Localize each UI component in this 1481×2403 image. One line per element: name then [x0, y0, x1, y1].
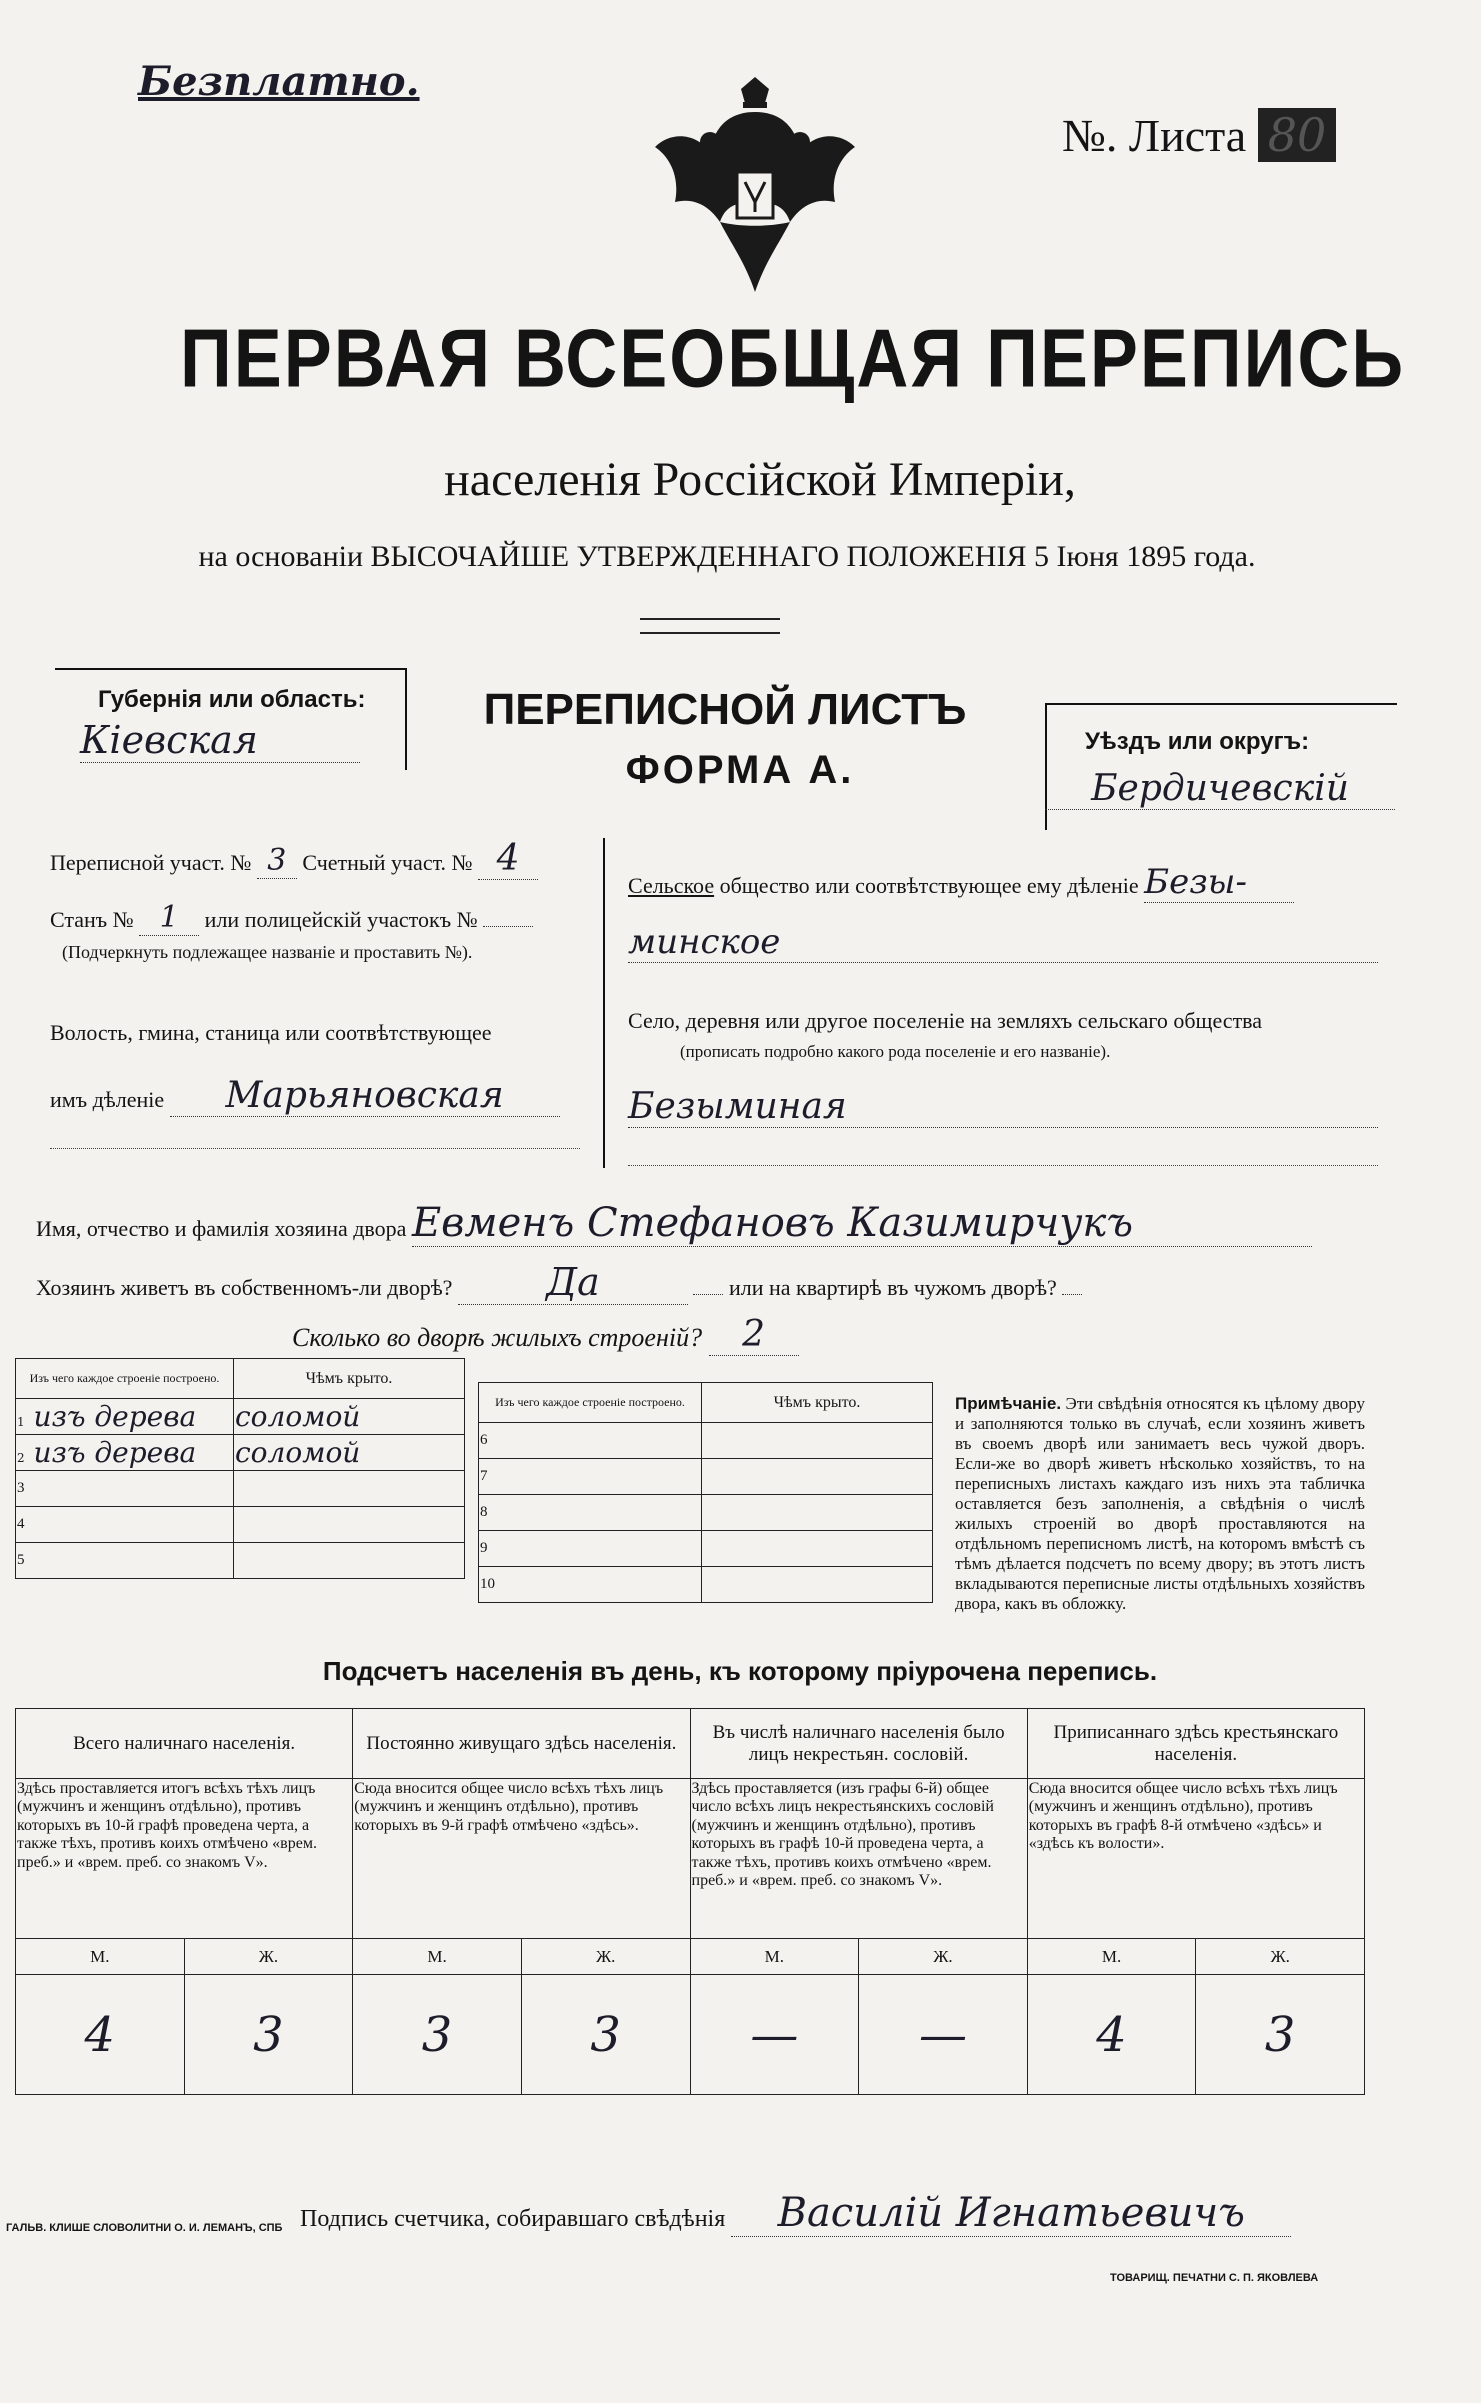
- stan-label: Станъ №: [50, 907, 134, 932]
- non-peasant-m-value: —: [690, 1975, 859, 2095]
- permanent-m-value: 3: [353, 1975, 522, 2095]
- owner-name-value: Евменъ Стефановъ Казимирчукъ: [412, 1200, 1312, 1247]
- peasant-f-value: 3: [1196, 1975, 1365, 2095]
- printer-right: ТОВАРИЩ. ПЕЧАТНИ С. П. ЯКОВЛЕВА: [1110, 2272, 1319, 2284]
- col-non-peasant-desc: Здѣсь проставляется (изъ графы 6-й) общее число всѣхъ лицъ некрестьянскихъ сословій (мужчинъ и женщинъ отдѣльно), противъ которыхъ въ графѣ 10-й проведена черта, а также тѣхъ, противъ коихъ отмѣчено «врем. преб.» и «врем. преб. со знакомъ V».: [690, 1779, 1027, 1939]
- district-box: [1045, 703, 1397, 830]
- imperial-eagle-emblem-icon: [640, 72, 870, 302]
- population-sex-row: [16, 1939, 1365, 1975]
- roof-value: соломой: [234, 1399, 465, 1435]
- form-label: ФОРМА А.: [625, 748, 855, 792]
- table-row: 6: [479, 1423, 933, 1459]
- volost-value: Марьяновская: [170, 1075, 560, 1117]
- col-roof-header: Чѣмъ крыто.: [234, 1359, 465, 1399]
- population-title: Подсчетъ населенія въ день, къ которому пріурочена перепись.: [322, 1656, 1158, 1686]
- m-label: М.: [353, 1939, 522, 1975]
- rented-label: или на квартирѣ въ чужомъ дворѣ?: [728, 1275, 1057, 1300]
- table-row: 2 изъ дерева соломой: [16, 1435, 465, 1471]
- census-district-label: Переписной участ. №: [50, 850, 252, 875]
- sheet-number: [1062, 108, 1336, 162]
- owner-name-label: Имя, отчество и фамилія хозяина двора: [36, 1216, 407, 1241]
- own-yard-value: Да: [458, 1260, 688, 1305]
- province-label: Губернія или область:: [98, 686, 366, 713]
- counting-district-value: 4: [478, 838, 538, 880]
- counting-district-label: Счетный участ. №: [302, 850, 473, 875]
- table-row: 7: [479, 1459, 933, 1495]
- society-label-underlined: Сельское: [628, 873, 715, 898]
- population-table: [15, 1708, 1365, 2095]
- population-desc-row: [16, 1779, 1365, 1939]
- permanent-f-value: 3: [521, 1975, 690, 2095]
- col-roof-header-right: Чѣмъ крыто.: [702, 1383, 933, 1423]
- buildings-value: 2: [709, 1314, 799, 1356]
- census-district-row: [50, 838, 538, 880]
- col-peasant-header: Приписаннаго здѣсь крестьянскаго населенія.: [1027, 1709, 1364, 1779]
- note-title: Примѣчаніе.: [955, 1394, 1062, 1413]
- society-row: [628, 862, 1294, 903]
- col-total-header: Всего наличнаго населенія.: [16, 1709, 353, 1779]
- form-title: ПЕРЕПИСНОЙ ЛИСТЪ: [483, 685, 967, 734]
- census-district-value: 3: [257, 843, 297, 879]
- table-row: 3: [16, 1471, 465, 1507]
- printer-left: ГАЛЬВ. КЛИШЕ СЛОВОЛИТНИ О. И. ЛЕМАНЪ, СПБ: [6, 2222, 283, 2234]
- f-label: Ж.: [859, 1939, 1028, 1975]
- material-value: изъ дерева: [33, 1436, 197, 1469]
- material-value: изъ дерева: [33, 1400, 197, 1433]
- roof-value: соломой: [234, 1435, 465, 1471]
- note-block: [955, 1394, 1365, 1615]
- volost-blank-line: [50, 1148, 580, 1149]
- table-row: 9: [479, 1531, 933, 1567]
- signature-value: Василій Игнатьевичъ: [731, 2190, 1291, 2237]
- volost-label: Волость, гмина, станица или соотвѣтствующее: [50, 1020, 492, 1045]
- f-label: Ж.: [184, 1939, 353, 1975]
- society-label: общество или соотвѣтствующее ему дѣленіе: [719, 873, 1139, 898]
- col-permanent-header: Постоянно живущаго здѣсь населенія.: [353, 1709, 690, 1779]
- district-label: Уѣздъ или округъ:: [1085, 728, 1310, 755]
- table-row: 8: [479, 1495, 933, 1531]
- page-subtitle: населенія Россійской Имперіи,: [444, 453, 1076, 506]
- village-value: Безыминая: [628, 1086, 1378, 1128]
- m-label: М.: [16, 1939, 185, 1975]
- own-yard-label: Хозяинъ живетъ въ собственномъ-ли дворѣ?: [36, 1275, 453, 1300]
- col-non-peasant-header: Въ числѣ наличнаго населенія было лицъ некрестьян. сословій.: [690, 1709, 1027, 1779]
- col-material-header: Изъ чего каждое строеніе построено.: [16, 1359, 234, 1399]
- police-label: или полицейскій участокъ №: [204, 907, 478, 932]
- sheet-number-label: №. Листа: [1062, 110, 1247, 161]
- population-values-row: [16, 1975, 1365, 2095]
- signature-label: Подпись счетчика, собиравшаго свѣдѣнія: [300, 2206, 726, 2232]
- table-row: 10: [479, 1567, 933, 1603]
- col-total-desc: Здѣсь проставляется итогъ всѣхъ тѣхъ лицъ (мужчинъ и женщинъ отдѣльно), противъ которыхъ въ 10-й графѣ проведена черта, а также тѣхъ, противъ коихъ отмѣчено «врем. преб.» и «врем. преб. со знакомъ V».: [16, 1779, 353, 1939]
- police-value: [483, 926, 533, 927]
- buildings-table-right: [478, 1382, 933, 1603]
- province-value: Кіевская: [80, 718, 360, 763]
- volost-row: [50, 1075, 560, 1117]
- buildings-row: [292, 1314, 799, 1356]
- sheet-number-value: 80: [1258, 108, 1337, 162]
- society-value-1: Безы-: [1144, 862, 1294, 903]
- owner-name-row: [36, 1200, 1312, 1247]
- col-permanent-desc: Сюда вносится общее число всѣхъ тѣхъ лицъ (мужчинъ и женщинъ отдѣльно), противъ которыхъ въ 9-й графѣ отмѣчено «здѣсь».: [353, 1779, 690, 1939]
- table-row: 4: [16, 1507, 465, 1543]
- stan-value: 1: [139, 900, 199, 936]
- society-value-2: минское: [628, 922, 1378, 963]
- f-label: Ж.: [1196, 1939, 1365, 1975]
- total-m-value: 4: [16, 1975, 185, 2095]
- table-row: 1 изъ дерева соломой: [16, 1399, 465, 1435]
- buildings-table-left: [15, 1358, 465, 1579]
- population-header-row: [16, 1709, 1365, 1779]
- non-peasant-f-value: —: [859, 1975, 1028, 2095]
- column-divider: [603, 838, 605, 1168]
- f-label: Ж.: [521, 1939, 690, 1975]
- underline-note: (Подчеркнуть подлежащее названіе и проставить №).: [62, 942, 473, 962]
- basis-line: на основаніи ВЫСОЧАЙШЕ УТВЕРЖДЕННАГО ПОЛОЖЕНІЯ 5 Іюня 1895 года.: [198, 540, 1256, 573]
- m-label: М.: [1027, 1939, 1196, 1975]
- note-text: Эти свѣдѣнія относятся къ цѣлому двору и заполняются только въ случаѣ, если хозяинъ живетъ въ своемъ дворѣ или занимаетъ весь чужой дворъ. Если-же во дворѣ живетъ нѣсколько хозяйствъ, то на переписныхъ листахъ каждаго изъ нихъ эта табличка оставляется безъ заполненія, а свѣдѣнія о числѣ жилыхъ строеній во дворѣ проставляются на отдѣльномъ переписномъ листѣ, на которомъ вмѣстѣ съ тѣмъ дѣлается подсчетъ по всему двору; въ этотъ листъ вкладываются переписные листы отдѣльныхъ хозяйствъ двора, какъ въ обложку.: [955, 1394, 1365, 1614]
- m-label: М.: [690, 1939, 859, 1975]
- stan-row: [50, 900, 533, 936]
- ornament-divider: [640, 618, 780, 634]
- village-note: (прописать подробно какого рода поселеніе и его названіе).: [680, 1042, 1111, 1061]
- col-peasant-desc: Сюда вносится общее число всѣхъ тѣхъ лицъ (мужчинъ и женщинъ отдѣльно), противъ которыхъ въ графѣ 8-й отмѣчено «здѣсь» и «здѣсь къ волости».: [1027, 1779, 1364, 1939]
- col-material-header-right: Изъ чего каждое строеніе построено.: [479, 1383, 702, 1423]
- own-yard-row: [36, 1260, 1082, 1305]
- table-row: 5: [16, 1543, 465, 1579]
- total-f-value: 3: [184, 1975, 353, 2095]
- signature-row: [300, 2190, 1291, 2237]
- peasant-m-value: 4: [1027, 1975, 1196, 2095]
- district-value: Бердичевскій: [1045, 768, 1395, 810]
- buildings-label: Сколько во дворѣ жилыхъ строеній?: [292, 1323, 703, 1352]
- volost-label-2: имъ дѣленіе: [50, 1087, 165, 1112]
- village-label: Село, деревня или другое поселеніе на земляхъ сельскаго общества: [628, 1008, 1263, 1033]
- free-label: Безплатно.: [138, 58, 420, 105]
- page-title: ПЕРВАЯ ВСЕОБЩАЯ ПЕРЕПИСЬ: [180, 313, 1406, 405]
- village-blank-line: [628, 1165, 1378, 1166]
